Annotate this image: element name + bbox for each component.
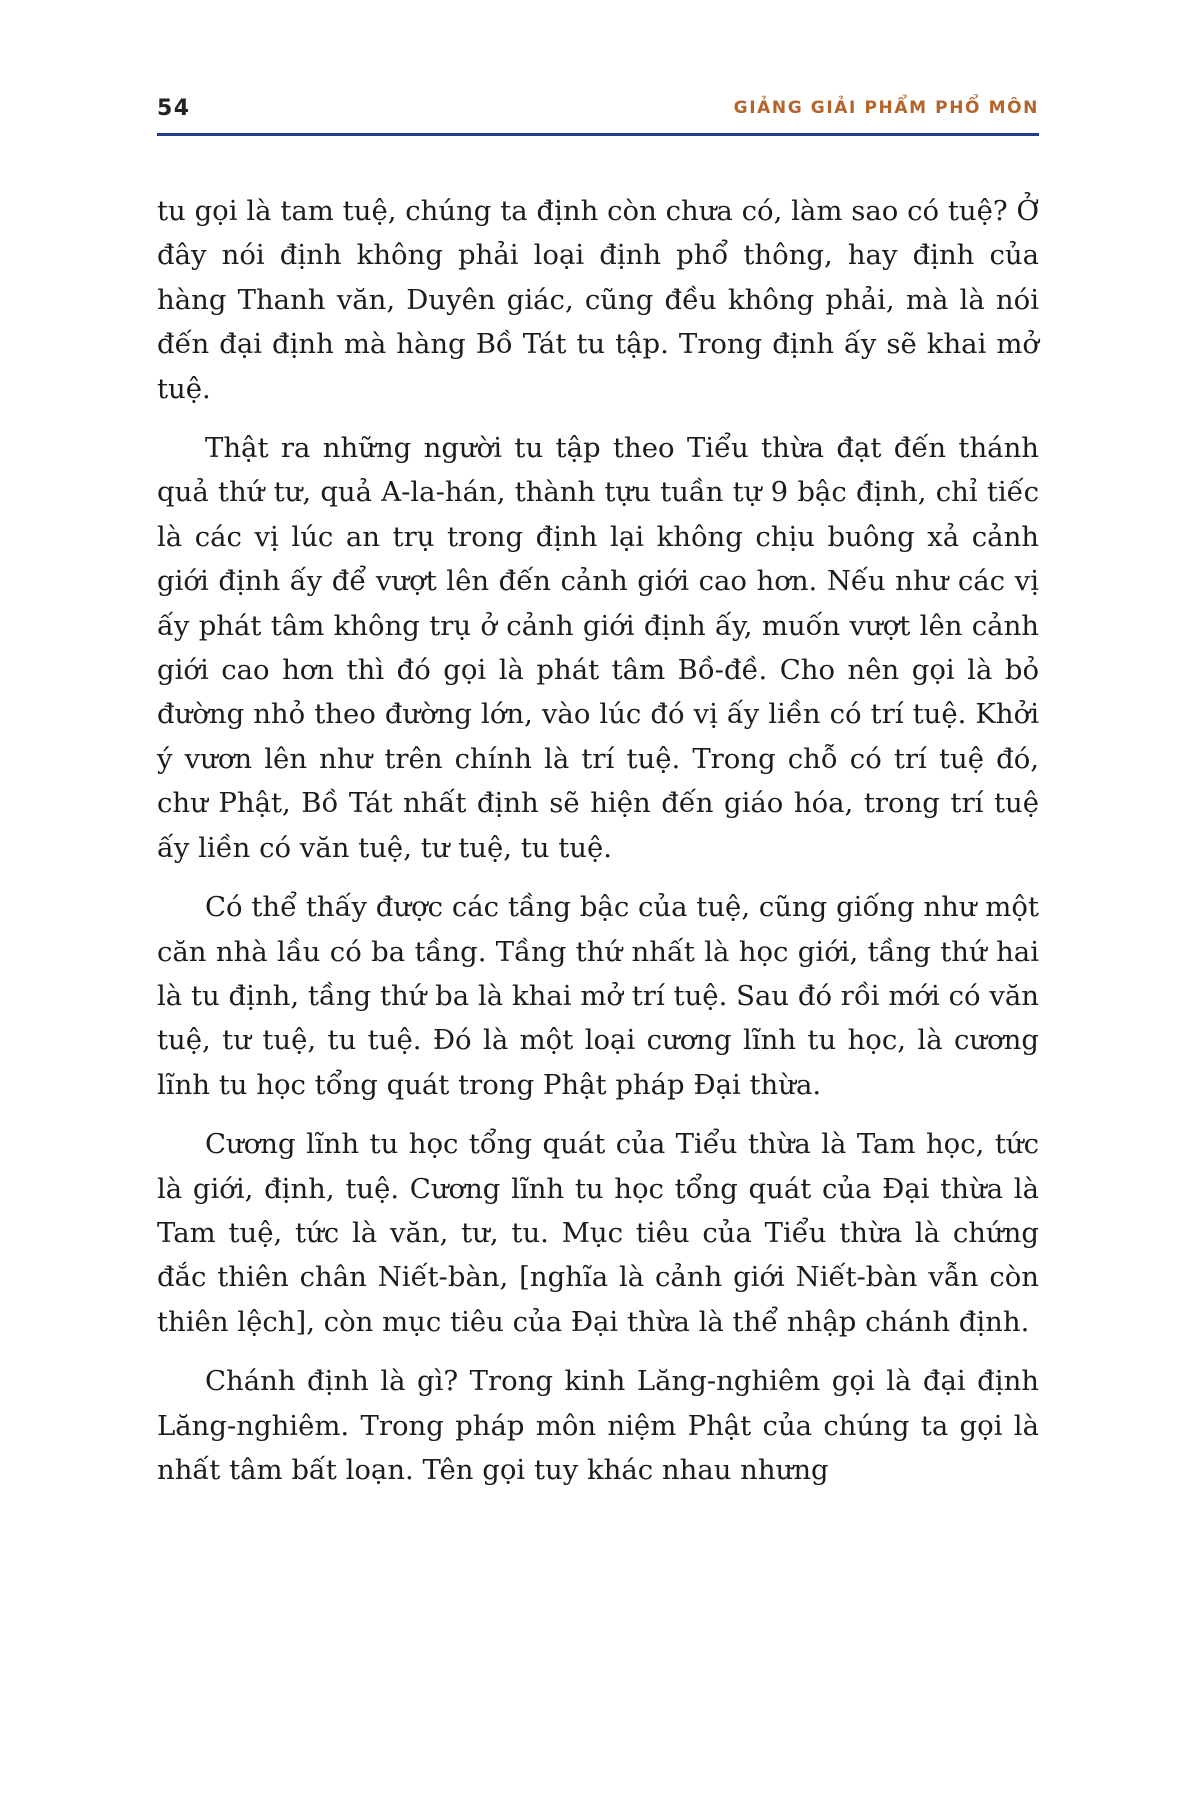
paragraph: Cương lĩnh tu học tổng quát của Tiểu thừa là Tam học, tức là giới, định, tuệ. Cương lĩnh tu học tổng quát của Đại thừa là Tam tuệ, tức là văn, tư, tu. Mục tiêu của Tiểu thừa là chứng đắc thiên chân Niết-bàn, [nghĩa là cảnh giới Niết-bàn vẫn còn thiên lệch], còn mục tiêu của Đại thừa là thể nhập chánh định. xyxy=(157,1128,1039,1338)
paragraph: Thật ra những người tu tập theo Tiểu thừa đạt đến thánh quả thứ tư, quả A-la-hán, thành tựu tuần tự 9 bậc định, chỉ tiếc là các vị lúc an trụ trong định lại không chịu buông xả cảnh giới định ấy để vượt lên đến cảnh giới cao hơn. Nếu như các vị ấy phát tâm không trụ ở cảnh giới định ấy, muốn vượt lên cảnh giới cao hơn thì đó gọi là phát tâm Bồ-đề. Cho nên gọi là bỏ đường nhỏ theo đường lớn, vào lúc đó vị ấy liền có trí tuệ. Khởi ý vươn lên như trên chính là trí tuệ. Trong chỗ có trí tuệ đó, chư Phật, Bồ Tát nhất định sẽ hiện đến giáo hóa, trong trí tuệ ấy liền có văn tuệ, tư tuệ, tu tuệ. xyxy=(157,432,1039,864)
paragraph-continued: tu gọi là tam tuệ, chúng ta định còn chưa có, làm sao có tuệ? Ở đây nói định không phải loại định phổ thông, hay định của hàng Thanh văn, Duyên giác, cũng đều không phải, mà là nói đến đại định mà hàng Bồ Tát tu tập. Trong định ấy sẽ khai mở tuệ. xyxy=(157,195,1039,405)
page-number: 54 xyxy=(157,96,191,121)
page-body xyxy=(157,189,1039,1507)
header-divider xyxy=(157,133,1039,136)
page-header xyxy=(157,96,1039,136)
paragraph: Có thể thấy được các tầng bậc của tuệ, cũng giống như một căn nhà lầu có ba tầng. Tầng thứ nhất là học giới, tầng thứ hai là tu định, tầng thứ ba là khai mở trí tuệ. Sau đó rồi mới có văn tuệ, tư tuệ, tu tuệ. Đó là một loại cương lĩnh tu học, là cương lĩnh tu học tổng quát trong Phật pháp Đại thừa. xyxy=(157,891,1039,1101)
running-title: GIẢNG GIẢI PHẨM PHỔ MÔN xyxy=(733,98,1039,118)
paragraph: Chánh định là gì? Trong kinh Lăng-nghiêm gọi là đại định Lăng-nghiêm. Trong pháp môn niệm Phật của chúng ta gọi là nhất tâm bất loạn. Tên gọi tuy khác nhau nhưng xyxy=(157,1365,1039,1486)
